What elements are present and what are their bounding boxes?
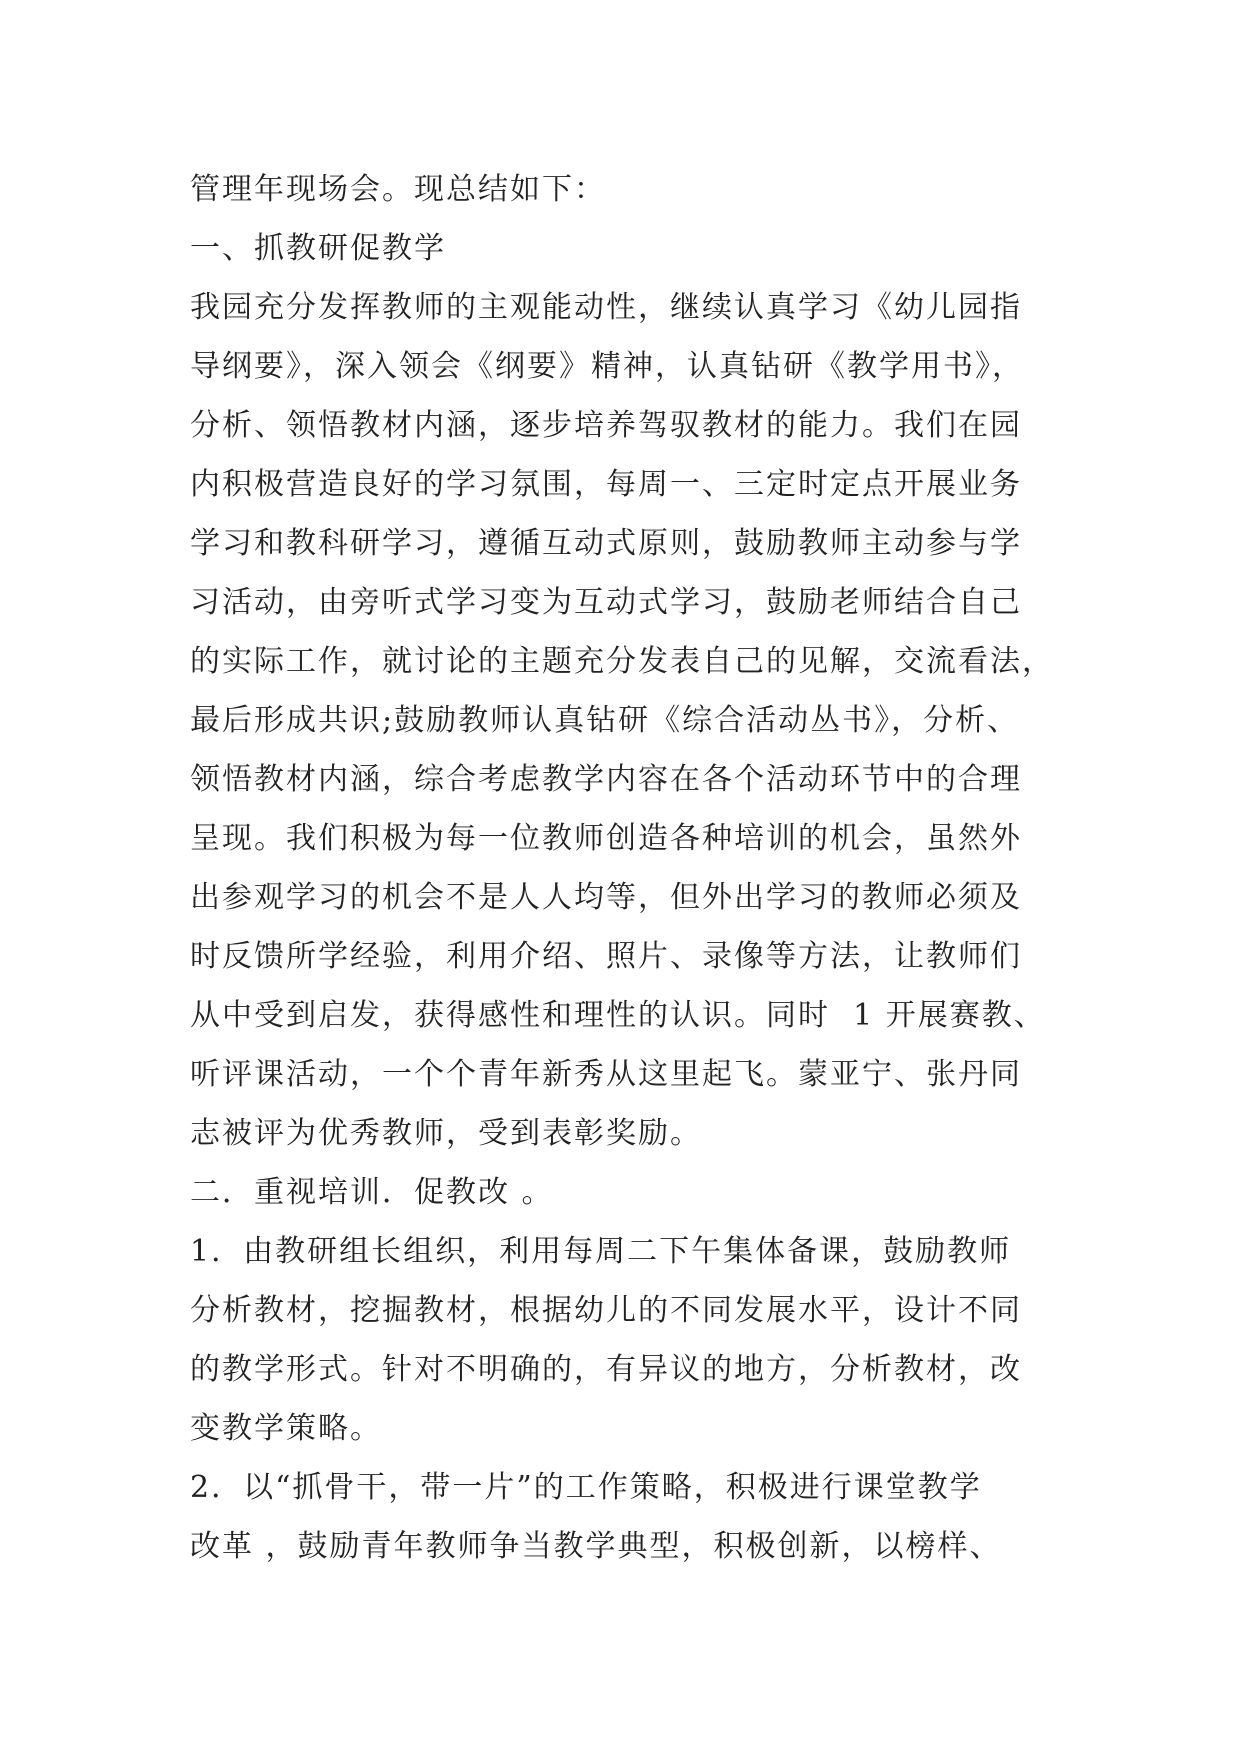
text-line: 的教学形式。针对不明确的，有异议的地方，分析教材，改 <box>190 1352 1022 1387</box>
text-line: 内积极营造良好的学习氛围，每周一、三定时定点开展业务 <box>190 467 1022 502</box>
section-heading: 一、抓教研促教学 <box>190 231 446 266</box>
document-body <box>190 160 1070 1576</box>
text-line: 志被评为优秀教师，受到表彰奖励。 <box>190 1116 702 1151</box>
text-line: 的实际工作，就讨论的主题充分发表自己的见解，交流看法， <box>190 644 1054 679</box>
text-line: 我园充分发挥教师的主观能动性，继续认真学习《幼儿园指 <box>190 290 1022 325</box>
text-line: 分析教材，挖掘教材，根据幼儿的不同发展水平，设计不同 <box>190 1293 1022 1328</box>
text-line: 改革 ，鼓励青年教师争当教学典型，积极创新，以榜样、 <box>190 1529 1002 1564</box>
list-item: 2．以“抓骨干，带一片”的工作策略，积极进行课堂教学 <box>190 1470 982 1505</box>
text-line: 管理年现场会。现总结如下： <box>190 172 606 207</box>
text-line: 时反馈所学经验，利用介绍、照片、录像等方法，让教师们 <box>190 939 1022 974</box>
section-heading: 二．重视培训．促教改 。 <box>190 1175 554 1210</box>
text-line: 出参观学习的机会不是人人均等，但外出学习的教师必须及 <box>190 880 1022 915</box>
text-line: 领悟教材内涵，综合考虑教学内容在各个活动环节中的合理 <box>190 762 1022 797</box>
text-line: 呈现。我们积极为每一位教师创造各种培训的机会，虽然外 <box>190 821 1022 856</box>
text-line: 导纲要》，深入领会《纲要》精神，认真钻研《教学用书》， <box>190 349 1024 384</box>
text-line: 分析、领悟教材内涵，逐步培养驾驭教材的能力。我们在园 <box>190 408 1022 443</box>
text-line: 最后形成共识;鼓励教师认真钻研《综合活动丛书》，分析、 <box>190 703 1020 738</box>
text-line: 习活动，由旁听式学习变为互动式学习，鼓励老师结合自己 <box>190 585 1022 620</box>
list-item: 1．由教研组长组织，利用每周二下午集体备课，鼓励教师 <box>190 1234 1012 1269</box>
text-line: 学习和教科研学习，遵循互动式原则，鼓励教师主动参与学 <box>190 526 1022 561</box>
text-line: 从中受到启发，获得感性和理性的认识。同时 1 开展赛教、 <box>190 998 1046 1033</box>
text-line: 听评课活动，一个个青年新秀从这里起飞。蒙亚宁、张丹同 <box>190 1057 1022 1092</box>
text-line: 变教学策略。 <box>190 1411 382 1446</box>
